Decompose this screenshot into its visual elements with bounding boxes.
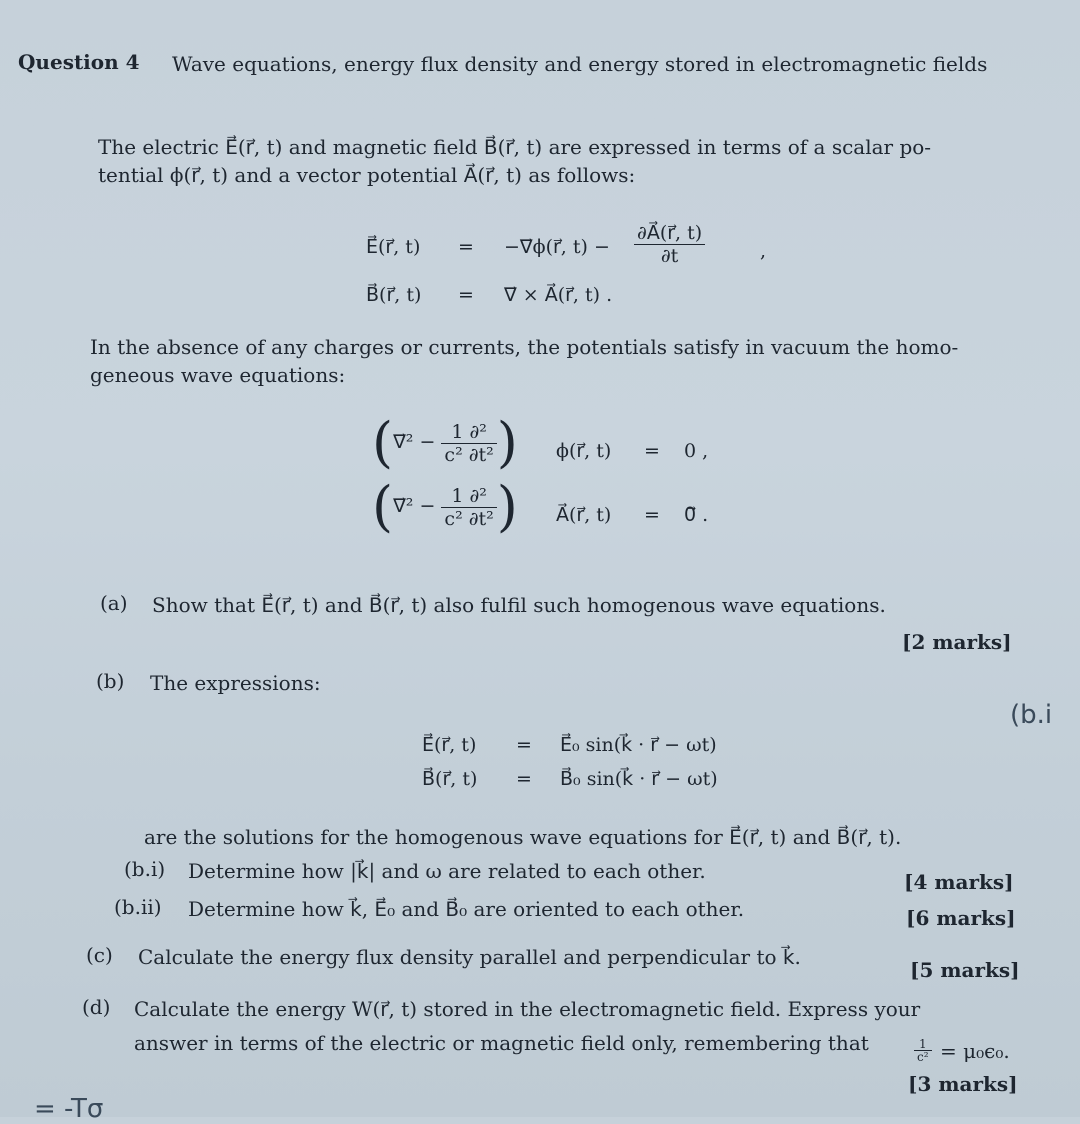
a-symbol: A⃗(r⃗, t) (556, 504, 612, 526)
e-field-equals: = (458, 236, 474, 258)
b-solution-b-equals: = (516, 768, 532, 790)
wave-frac-numerator: 1 ∂² (441, 421, 496, 444)
minus-sign: − (419, 431, 436, 453)
e-field-fraction (634, 222, 705, 267)
part-a-text: Show that E⃗(r⃗, t) and B⃗(r⃗, t) also fulfil such homogenous wave equations. (152, 593, 886, 617)
e-field-tail: , (760, 240, 767, 262)
left-paren: ( (372, 475, 394, 538)
part-bii-marks: [6 marks] (906, 906, 1016, 930)
a-rhs: 0⃗ . (684, 504, 709, 526)
b-solution-b-lhs: B⃗(r⃗, t) (422, 768, 478, 790)
part-c-text: Calculate the energy flux density parallel and perpendicular to k⃗. (138, 945, 801, 969)
question-title: Wave equations, energy flux density and energy stored in electromagnetic fields (172, 52, 988, 76)
part-bii-text: Determine how k⃗, E⃗₀ and B⃗₀ are oriented to each other. (188, 897, 745, 921)
a-equals: = (644, 504, 660, 526)
b-field-equals: = (458, 284, 474, 306)
part-d-fraction (914, 1038, 932, 1063)
b-solution-b-rhs: B⃗₀ sin(k⃗ · r⃗ − ωt) (560, 768, 718, 790)
part-bi-marks: [4 marks] (904, 870, 1014, 894)
e-frac-numerator: ∂A⃗(r⃗, t) (634, 222, 705, 245)
part-d-tail: = μ₀ϵ₀. (940, 1039, 1010, 1063)
phi-wave-equation-operator (372, 411, 518, 474)
b-solution-e-equals: = (516, 734, 532, 756)
phi-rhs: 0 , (684, 440, 709, 462)
intro-line-1: The electric E⃗(r⃗, t) and magnetic field B⃗(r⃗, t) are expressed in terms of a scalar po- (98, 135, 932, 159)
nabla-squared: ∇⃗² (393, 495, 414, 517)
wave-frac-denominator: c² ∂t² (444, 443, 494, 466)
part-d-line-1: Calculate the energy W(r⃗, t) stored in the electromagnetic field. Express your (134, 997, 921, 1021)
part-d-frac-denominator: c² (917, 1050, 929, 1064)
vacuum-line-2: geneous wave equations: (90, 363, 346, 387)
part-c-label: (c) (86, 943, 113, 967)
part-bi-text: Determine how |k⃗| and ω are related to each other. (188, 859, 706, 883)
right-paren: ) (496, 411, 518, 474)
part-d-label: (d) (82, 995, 111, 1019)
e-field-lhs: E⃗(r⃗, t) (366, 236, 421, 258)
b-field-lhs: B⃗(r⃗, t) (366, 284, 422, 306)
phi-symbol: ϕ(r⃗, t) (556, 440, 612, 462)
a-wave-equation-operator (372, 475, 518, 538)
part-a-label: (a) (100, 591, 128, 615)
e-field-rhs: −∇⃗ϕ(r⃗, t) − (504, 236, 610, 258)
right-paren: ) (496, 475, 518, 538)
intro-line-2: tential ϕ(r⃗, t) and a vector potential A⃗(r⃗, t) as follows: (98, 163, 636, 187)
part-b-label: (b) (96, 669, 125, 693)
nabla-squared: ∇⃗² (393, 431, 414, 453)
wave-fraction (441, 485, 496, 530)
part-c-marks: [5 marks] (910, 958, 1020, 982)
part-b-after-text: are the solutions for the homogenous wave equations for E⃗(r⃗, t) and B⃗(r⃗, t). (144, 825, 902, 849)
phi-equals: = (644, 440, 660, 462)
wave-frac-numerator: 1 ∂² (441, 485, 496, 508)
part-b-text: The expressions: (150, 671, 321, 695)
minus-sign: − (419, 495, 436, 517)
handwritten-margin-note: (b.i (1010, 700, 1053, 730)
left-paren: ( (372, 411, 394, 474)
wave-frac-denominator: c² ∂t² (444, 507, 494, 530)
part-d-frac-numerator: 1 (914, 1038, 932, 1051)
b-solution-e-rhs: E⃗₀ sin(k⃗ · r⃗ − ωt) (560, 734, 717, 756)
part-bii-label: (b.ii) (114, 895, 162, 919)
vacuum-line-1: In the absence of any charges or currents, the potentials satisfy in vacuum the homo- (90, 335, 959, 359)
handwritten-bottom-note: = -Tσ (34, 1094, 104, 1124)
question-number: Question 4 (18, 50, 140, 74)
b-solution-e-lhs: E⃗(r⃗, t) (422, 734, 477, 756)
part-d-line-2: answer in terms of the electric or magnetic field only, remembering that (134, 1031, 869, 1055)
part-bi-label: (b.i) (124, 857, 166, 881)
wave-fraction (441, 421, 496, 466)
e-frac-denominator: ∂t (660, 245, 679, 267)
b-field-rhs: ∇⃗ × A⃗(r⃗, t) . (504, 284, 613, 306)
part-d-marks: [3 marks] (908, 1072, 1018, 1096)
part-a-marks: [2 marks] (902, 630, 1012, 654)
